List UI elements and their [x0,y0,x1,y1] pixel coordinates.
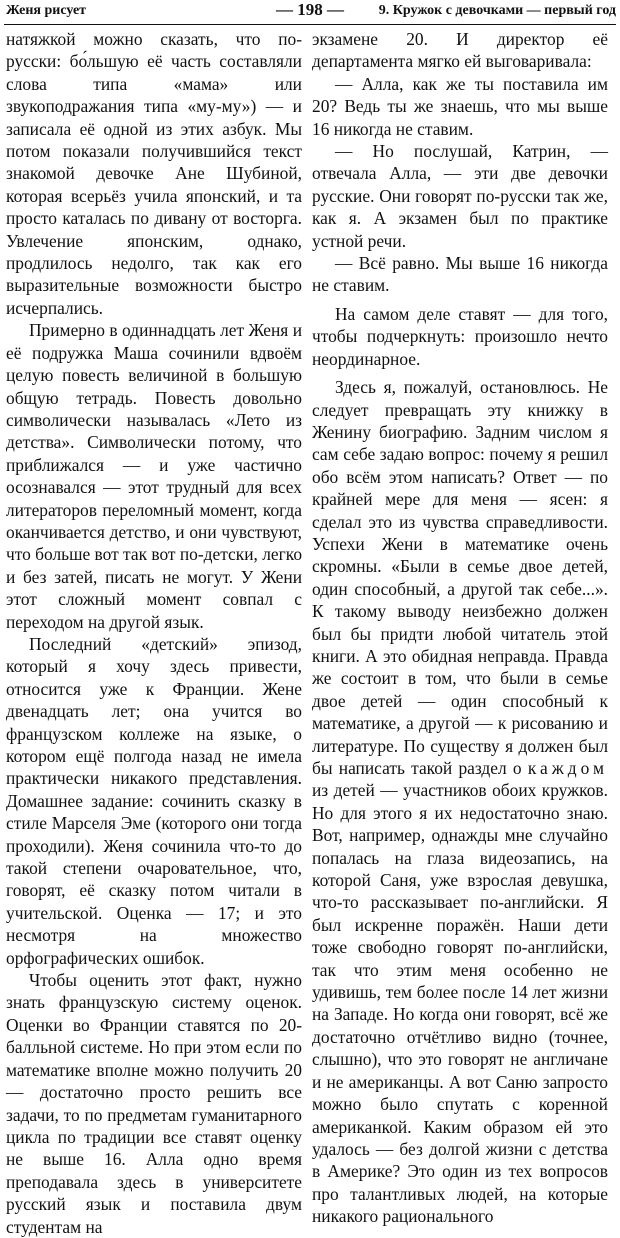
running-header-left: Женя рисует [6,3,87,18]
paragraph: натяжкой можно сказать, что по-русски: бо́льшую её часть составляли слова типа «мама» или звукоподражания типа «му-му») — и записала её одной из этих азбук. Мы потом показали получившийся текст знакомой девочке Ане Шубиной, которая всерьёз учила японский, и та просто каталась по дивану от восторга. Увлечение японским, однако, продлилось недолго, так как его выразительные возможности быстро исчерпались. [6,29,302,318]
emphasized-word: каждом [527,758,608,778]
left-column [6,28,302,1238]
dialogue-line: — Алла, как же ты поставила им 20? Ведь ты же знаешь, что мы выше 16 никогда не ставим. [312,73,608,139]
header-rule [4,24,616,25]
running-header-right: 9. Кружок с девочками — первый год [378,3,616,18]
paragraph: Чтобы оценить этот факт, нужно знать французскую систему оценок. Оценки во Франции ставятся по 20-балльной системе. Но при этом если по математике вполне можно получить 20 — достаточно просто решить все задачи, то по предметам гуманитарного цикла по традиции все ставят оценку не выше 16. Алла одно время преподавала здесь в университете русский язык и поставила двум студентам на [6,970,302,1237]
dialogue-line: — Всё равно. Мы выше 16 никогда не ставим. [312,253,608,296]
running-header [0,0,620,24]
page-number: — 198 — [276,0,344,19]
paragraph: Примерно в одиннадцать лет Женя и её подружка Маша сочинили вдвоём целую повесть величиной в большую общую тетрадь. Повесть довольно символически называлась «Лето из детства». Символически потому, что приближался — и уже частично осознавался — этот трудный для всех литераторов переломный момент, когда оканчивается детство, и они чувствуют, что больше вот так вот по-детски, легко и без затей, писать не могут. У Жени этот сложный момент совпал с переходом на другой язык. [6,320,303,632]
paragraph [312,376,608,1227]
paragraph: На самом деле ставят — для того, чтобы подчеркнуть: произошло нечто неординарное. [312,303,608,369]
right-column [312,28,608,1228]
paragraph-text: из детей — участников обоих кружков. Но для этого я их недостаточно знаю. Вот, например, однажды мне случайно попалась на глаза видеозапись, на которой Саня, уже взрослая девушка, что-то рассказывает по-английски. Я был искренне поражён. Наши дети тоже свободно говорят по-английски, так что этим меня особенно не удивишь, тем более после 14 лет жизни на Западе. Но когда они говорят, всё же достаточно отчётливо видно (точнее, слышно), что это говорят не англичане и не американцы. А вот Саню запросто можно было спутать с коренной американкой. Каким образом ей это удалось — без долгой жизни с детства в Америке? Это один из тех вопросов про талантливых людей, на которые никакого рациональнoго [312,780,608,1227]
paragraph-text: Здесь я, пожалуй, остановлюсь. Не следует превращать эту книжку в Женину биографию. Задним числом я сам себе задаю вопрос: почему я решил обо всём этом написать? Ответ — по крайней мере для меня — ясен: я сделал это из чувства справедливости. Успехи Жени в математике очень скромны. «Были в семье двое детей, один способный, а другой так себе...». К такому выводу неизбежно должен был бы придти любой читатель этой книги. А это обидная неправда. Правда же состоит в том, что были в семье двое детей — один способный к математике, а другой — к рисованию и литературе. По существу я должен был бы написать такой раздел о [312,377,608,778]
paragraph: Последний «детский» эпизод, который я хочу здесь привести, относится уже к Франции. Жене двенадцать лет; она учится во французском коллеже на языке, о котором ещё полгода назад не имела практически никакого представления. Домашнее задание: сочинить сказку в стиле Марселя Эме (которого они тогда проходили). Женя сочинила что-то до такой степени очаровательное, что, говорят, её сказку потом читали в учительской. Оценка — 17; и это несмотря на множество орфографических ошибок. [6,633,302,968]
paragraph: экзамене 20. И директор её департамента мягко ей выговаривала: [312,29,608,72]
dialogue-line: — Но послушай, Катрин, — отвечала Алла, — эти две девочки русские. Они говорят по-русски так же, как я. А экзамен был по практике устной речи. [312,141,608,251]
